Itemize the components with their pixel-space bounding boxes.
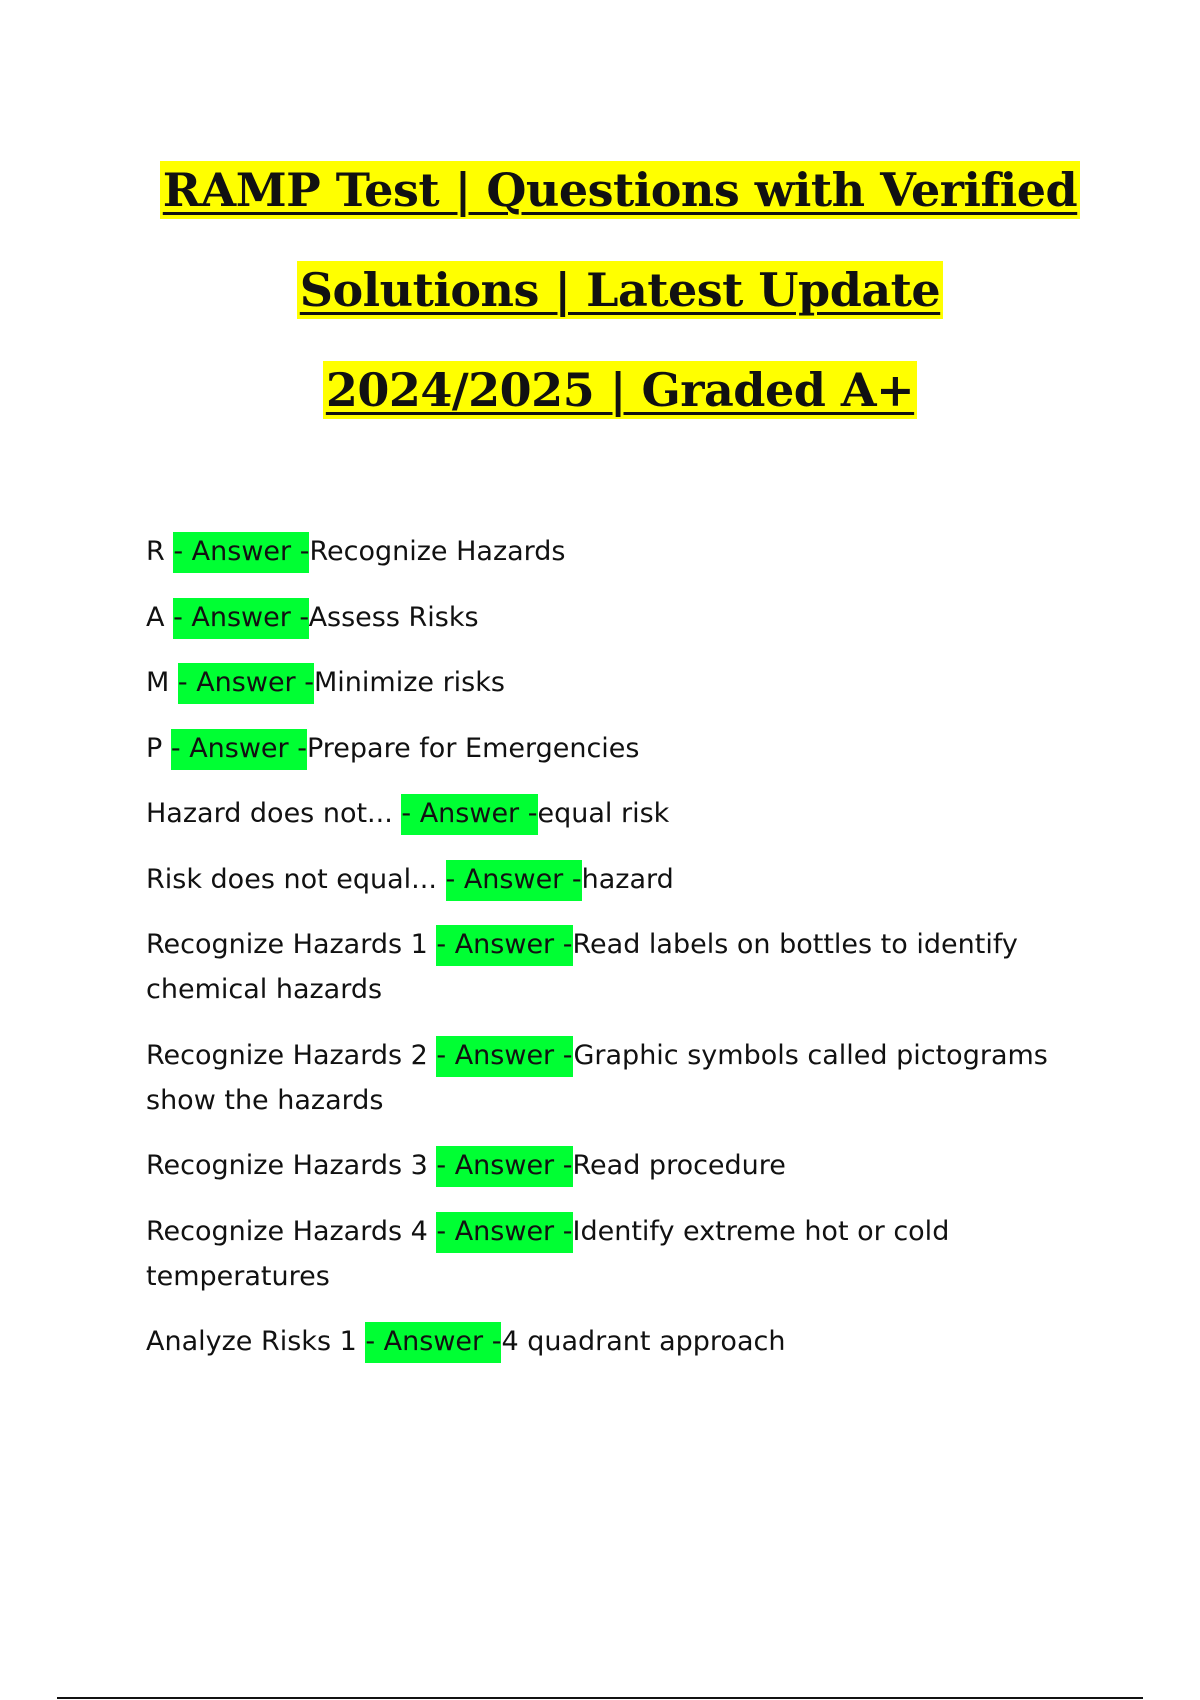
qa-item [146, 1319, 1096, 1364]
question-text: Recognize Hazards 1 [146, 929, 437, 960]
title-line-text: Solutions | Latest Update [297, 261, 943, 319]
answer-text: Graphic symbols called pictograms show the hazards [146, 1039, 1048, 1116]
question-text: Analyze Risks 1 [146, 1326, 366, 1357]
question-text: Recognize Hazards 2 [146, 1039, 437, 1071]
answer-marker: - Answer - [436, 1146, 572, 1187]
answer-text: Read labels on bottles to identify chemical hazards [146, 929, 1018, 1005]
title-line [90, 240, 1150, 340]
answer-marker: - Answer - [436, 1212, 572, 1253]
qa-item [146, 660, 1096, 705]
answer-text: 4 quadrant approach [501, 1326, 786, 1357]
answer-marker: - Answer - [178, 663, 314, 704]
answer-marker: - Answer - [173, 598, 309, 639]
question-text: A [146, 601, 174, 633]
answer-text: equal risk [537, 798, 670, 829]
title-line-text: 2024/2025 | Graded A+ [323, 361, 917, 419]
answer-marker: - Answer - [365, 1322, 501, 1363]
answer-marker: - Answer - [401, 794, 537, 835]
question-text: R [146, 536, 174, 567]
answer-text: Recognize Hazards [309, 536, 566, 567]
question-text: Recognize Hazards 4 [146, 1215, 437, 1247]
qa-item [146, 1143, 1096, 1188]
qa-item [146, 726, 1096, 771]
answer-text: Prepare for Emergencies [306, 732, 640, 764]
question-text: Recognize Hazards 3 [146, 1150, 437, 1181]
footer-rule [57, 1697, 1143, 1699]
qa-list [146, 529, 1096, 1385]
document-title [90, 140, 1150, 440]
qa-item [146, 857, 1096, 902]
answer-text: Assess Risks [308, 601, 479, 633]
qa-item [146, 791, 1096, 836]
answer-text: Minimize risks [314, 667, 505, 698]
answer-marker: - Answer - [173, 532, 309, 573]
qa-item [146, 922, 1096, 1012]
title-line-text: RAMP Test | Questions with Verified [160, 161, 1080, 219]
answer-text: Read procedure [572, 1150, 786, 1181]
question-text: P [146, 732, 171, 764]
answer-marker: - Answer - [171, 729, 307, 770]
title-line [90, 140, 1150, 240]
qa-item [146, 1033, 1096, 1123]
title-line [90, 340, 1150, 440]
qa-item [146, 595, 1096, 640]
answer-text: hazard [581, 863, 674, 895]
question-text: M [146, 667, 178, 698]
answer-marker: - Answer - [436, 1036, 573, 1077]
answer-marker: - Answer - [446, 860, 582, 901]
answer-marker: - Answer - [436, 925, 572, 966]
qa-item [146, 1209, 1096, 1299]
answer-text: Identify extreme hot or cold temperatures [146, 1215, 950, 1292]
question-text: Hazard does not... [146, 798, 402, 829]
qa-item [146, 529, 1096, 574]
question-text: Risk does not equal... [146, 863, 446, 895]
